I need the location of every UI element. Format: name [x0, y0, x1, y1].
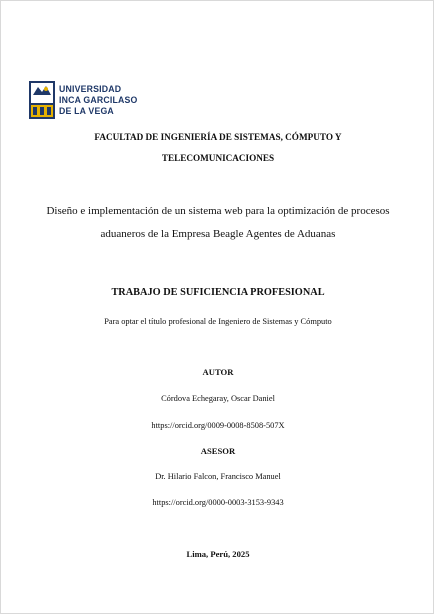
- place-and-date: Lima, Perú, 2025: [186, 549, 250, 559]
- university-crest-icon: [29, 81, 55, 119]
- university-name: [59, 84, 137, 117]
- logo-line-3: DE LA VEGA: [59, 105, 114, 117]
- logo-line-1: UNIVERSIDAD: [59, 83, 122, 95]
- university-logo: [29, 81, 144, 119]
- thesis-title-line-2: aduaneros de la Empresa Beagle Agentes de Aduanas: [100, 228, 336, 240]
- logo-line-2: INCA GARCILASO: [59, 94, 138, 106]
- work-type: TRABAJO DE SUFICIENCIA PROFESIONAL: [111, 287, 325, 298]
- advisor-heading: ASESOR: [200, 446, 236, 456]
- advisor-name: Dr. Hilario Falcon, Francisco Manuel: [155, 472, 281, 481]
- advisor-orcid: https://orcid.org/0000-0003-3153-9343: [152, 498, 284, 507]
- author-orcid: https://orcid.org/0009-0008-8508-507X: [151, 421, 285, 430]
- faculty-line-1: FACULTAD DE INGENIERÍA DE SISTEMAS, CÓMPUTO Y: [94, 132, 342, 142]
- thesis-title-line-1: Diseño e implementación de un sistema web para la optimización de procesos: [46, 205, 390, 217]
- degree-purpose: Para optar el título profesional de Ingeniero de Sistemas y Cómputo: [104, 317, 332, 326]
- author-name: Córdova Echegaray, Oscar Daniel: [161, 394, 275, 403]
- author-heading: AUTOR: [202, 367, 234, 377]
- faculty-line-2: TELECOMUNICACIONES: [161, 153, 275, 163]
